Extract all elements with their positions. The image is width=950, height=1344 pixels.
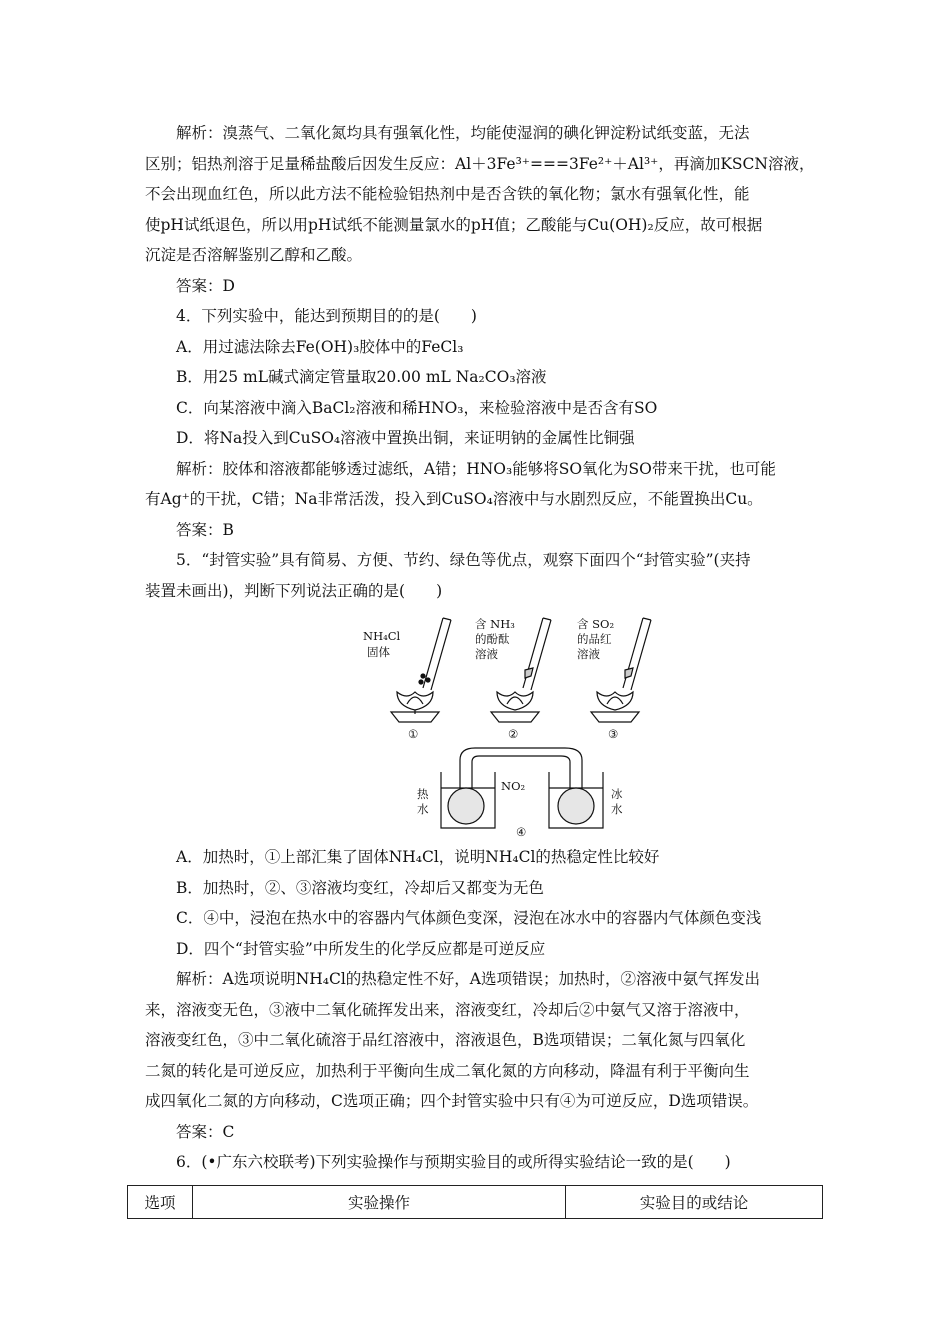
label-hot-2: 水 xyxy=(417,802,429,816)
question-6-table xyxy=(127,1185,823,1219)
analysis-3-line-1: 解析：溴蒸气、二氧化氮均具有强氧化性，均能使湿润的碘化钾淀粉试纸变蓝，无法 xyxy=(176,124,750,142)
question-4-option-c: C．向某溶液中滴入BaCl₂溶液和稀HNO₃，来检验溶液中是否含有SO xyxy=(176,398,658,417)
sealed-tube-experiments-figure xyxy=(145,610,825,838)
question-5-stem-line-2: 装置未画出)，判断下列说法正确的是( ) xyxy=(145,581,443,600)
question-5-analysis-line-3: 溶液变红色，③中二氧化硫溶于品红溶液中，溶液退色，B选项错误；二氧化氮与四氧化 xyxy=(145,1031,746,1049)
label-nh3-line-3: 溶液 xyxy=(475,647,498,661)
analysis-3-line-4: 使pH试纸退色，所以用pH试纸不能测量氯水的pH值；乙酸能与Cu(OH)₂反应，故可根据 xyxy=(145,215,763,234)
question-5-analysis-line-4: 二氮的转化是可逆反应，加热利于平衡向生成二氧化氮的方向移动，降温有利于平衡向生 xyxy=(145,1061,750,1080)
question-5-stem-line-1: 5．“封管实验”具有简易、方便、节约、绿色等优点，观察下面四个“封管实验”(夹持 xyxy=(176,551,751,569)
question-4-answer: 答案：B xyxy=(176,520,234,539)
header-operation: 实验操作 xyxy=(193,1186,566,1219)
question-5-option-a: A．加热时，①上部汇集了固体NH₄Cl，说明NH₄Cl的热稳定性比较好 xyxy=(176,848,660,866)
question-4-option-a: A．用过滤法除去Fe(OH)₃胶体中的FeCl₃ xyxy=(176,337,464,356)
label-hot-1: 热 xyxy=(417,787,429,801)
question-4-analysis-line-1: 解析：胶体和溶液都能够透过滤纸，A错；HNO₃能够将SO氧化为SO带来干扰，也可能 xyxy=(176,459,776,478)
figure-svg xyxy=(145,610,825,838)
label-ice-1: 冰 xyxy=(611,787,623,801)
question-4-stem: 4．下列实验中，能达到预期目的的是( ) xyxy=(176,307,477,325)
question-5-option-c: C．④中，浸泡在热水中的容器内气体颜色变深，浸泡在冰水中的容器内气体颜色变浅 xyxy=(176,909,762,927)
analysis-3-line-3: 不会出现血红色，所以此方法不能检验铝热剂中是否含铁的氧化物；氯水有强氧化性，能 xyxy=(145,185,750,203)
question-5-option-b: B．加热时，②、③溶液均变红，冷却后又都变为无色 xyxy=(176,878,544,897)
label-num-2: ② xyxy=(508,727,519,741)
label-so2-line-1: 含 SO₂ xyxy=(577,617,615,631)
label-num-1: ① xyxy=(408,727,419,741)
question-5-analysis-line-5: 成四氧化二氮的方向移动，C选项正确；四个封管实验中只有④为可逆反应，D选项错误。 xyxy=(145,1092,759,1110)
question-5-option-d: D．四个“封管实验”中所发生的化学反应都是可逆反应 xyxy=(176,939,546,958)
question-4-analysis-line-2: 有Ag⁺的干扰，C错；Na非常活泼，投入到CuSO₄溶液中与水剧烈反应，不能置换出Cu。 xyxy=(145,490,763,508)
question-5-analysis-line-2: 来，溶液变无色，③液中二氧化硫挥发出来，溶液变红，冷却后②中氨气又溶于溶液中， xyxy=(145,1000,750,1019)
label-nh3-line-1: 含 NH₃ xyxy=(475,617,515,631)
label-so2-line-2: 的品红 xyxy=(577,632,612,646)
label-num-3: ③ xyxy=(608,727,619,741)
header-purpose: 实验目的或结论 xyxy=(566,1186,823,1219)
label-so2-line-3: 溶液 xyxy=(577,647,600,661)
label-nh4cl: NH₄Cl xyxy=(363,629,401,643)
label-solid: 固体 xyxy=(367,645,390,659)
question-6-stem: 6．(•广东六校联考)下列实验操作与预期实验目的或所得实验结论一致的是( ) xyxy=(176,1153,731,1171)
label-nh3-line-2: 的酚酞 xyxy=(475,632,510,646)
question-5-answer: 答案：C xyxy=(176,1122,235,1141)
question-4-option-b: B．用25 mL碱式滴定管量取20.00 mL Na₂CO₃溶液 xyxy=(176,368,547,386)
document-page xyxy=(145,118,825,1178)
question-4-option-d: D．将Na投入到CuSO₄溶液中置换出铜，来证明钠的金属性比铜强 xyxy=(176,429,635,447)
table-header-row xyxy=(128,1186,823,1219)
analysis-3-line-5: 沉淀是否溶解鉴别乙醇和乙酸。 xyxy=(145,246,363,264)
label-no2: NO₂ xyxy=(501,779,526,793)
analysis-3-line-2: 区别；铝热剂溶于足量稀盐酸后因发生反应：Al＋3Fe³⁺===3Fe²⁺＋Al³⁺，再滴加KSCN溶液， xyxy=(145,154,815,173)
answer-3: 答案：D xyxy=(176,276,235,295)
header-option: 选项 xyxy=(128,1186,193,1219)
label-num-4: ④ xyxy=(516,825,527,838)
label-ice-2: 水 xyxy=(611,802,623,816)
question-5-analysis-line-1: 解析：A选项说明NH₄Cl的热稳定性不好，A选项错误；加热时，②溶液中氨气挥发出 xyxy=(176,970,760,988)
